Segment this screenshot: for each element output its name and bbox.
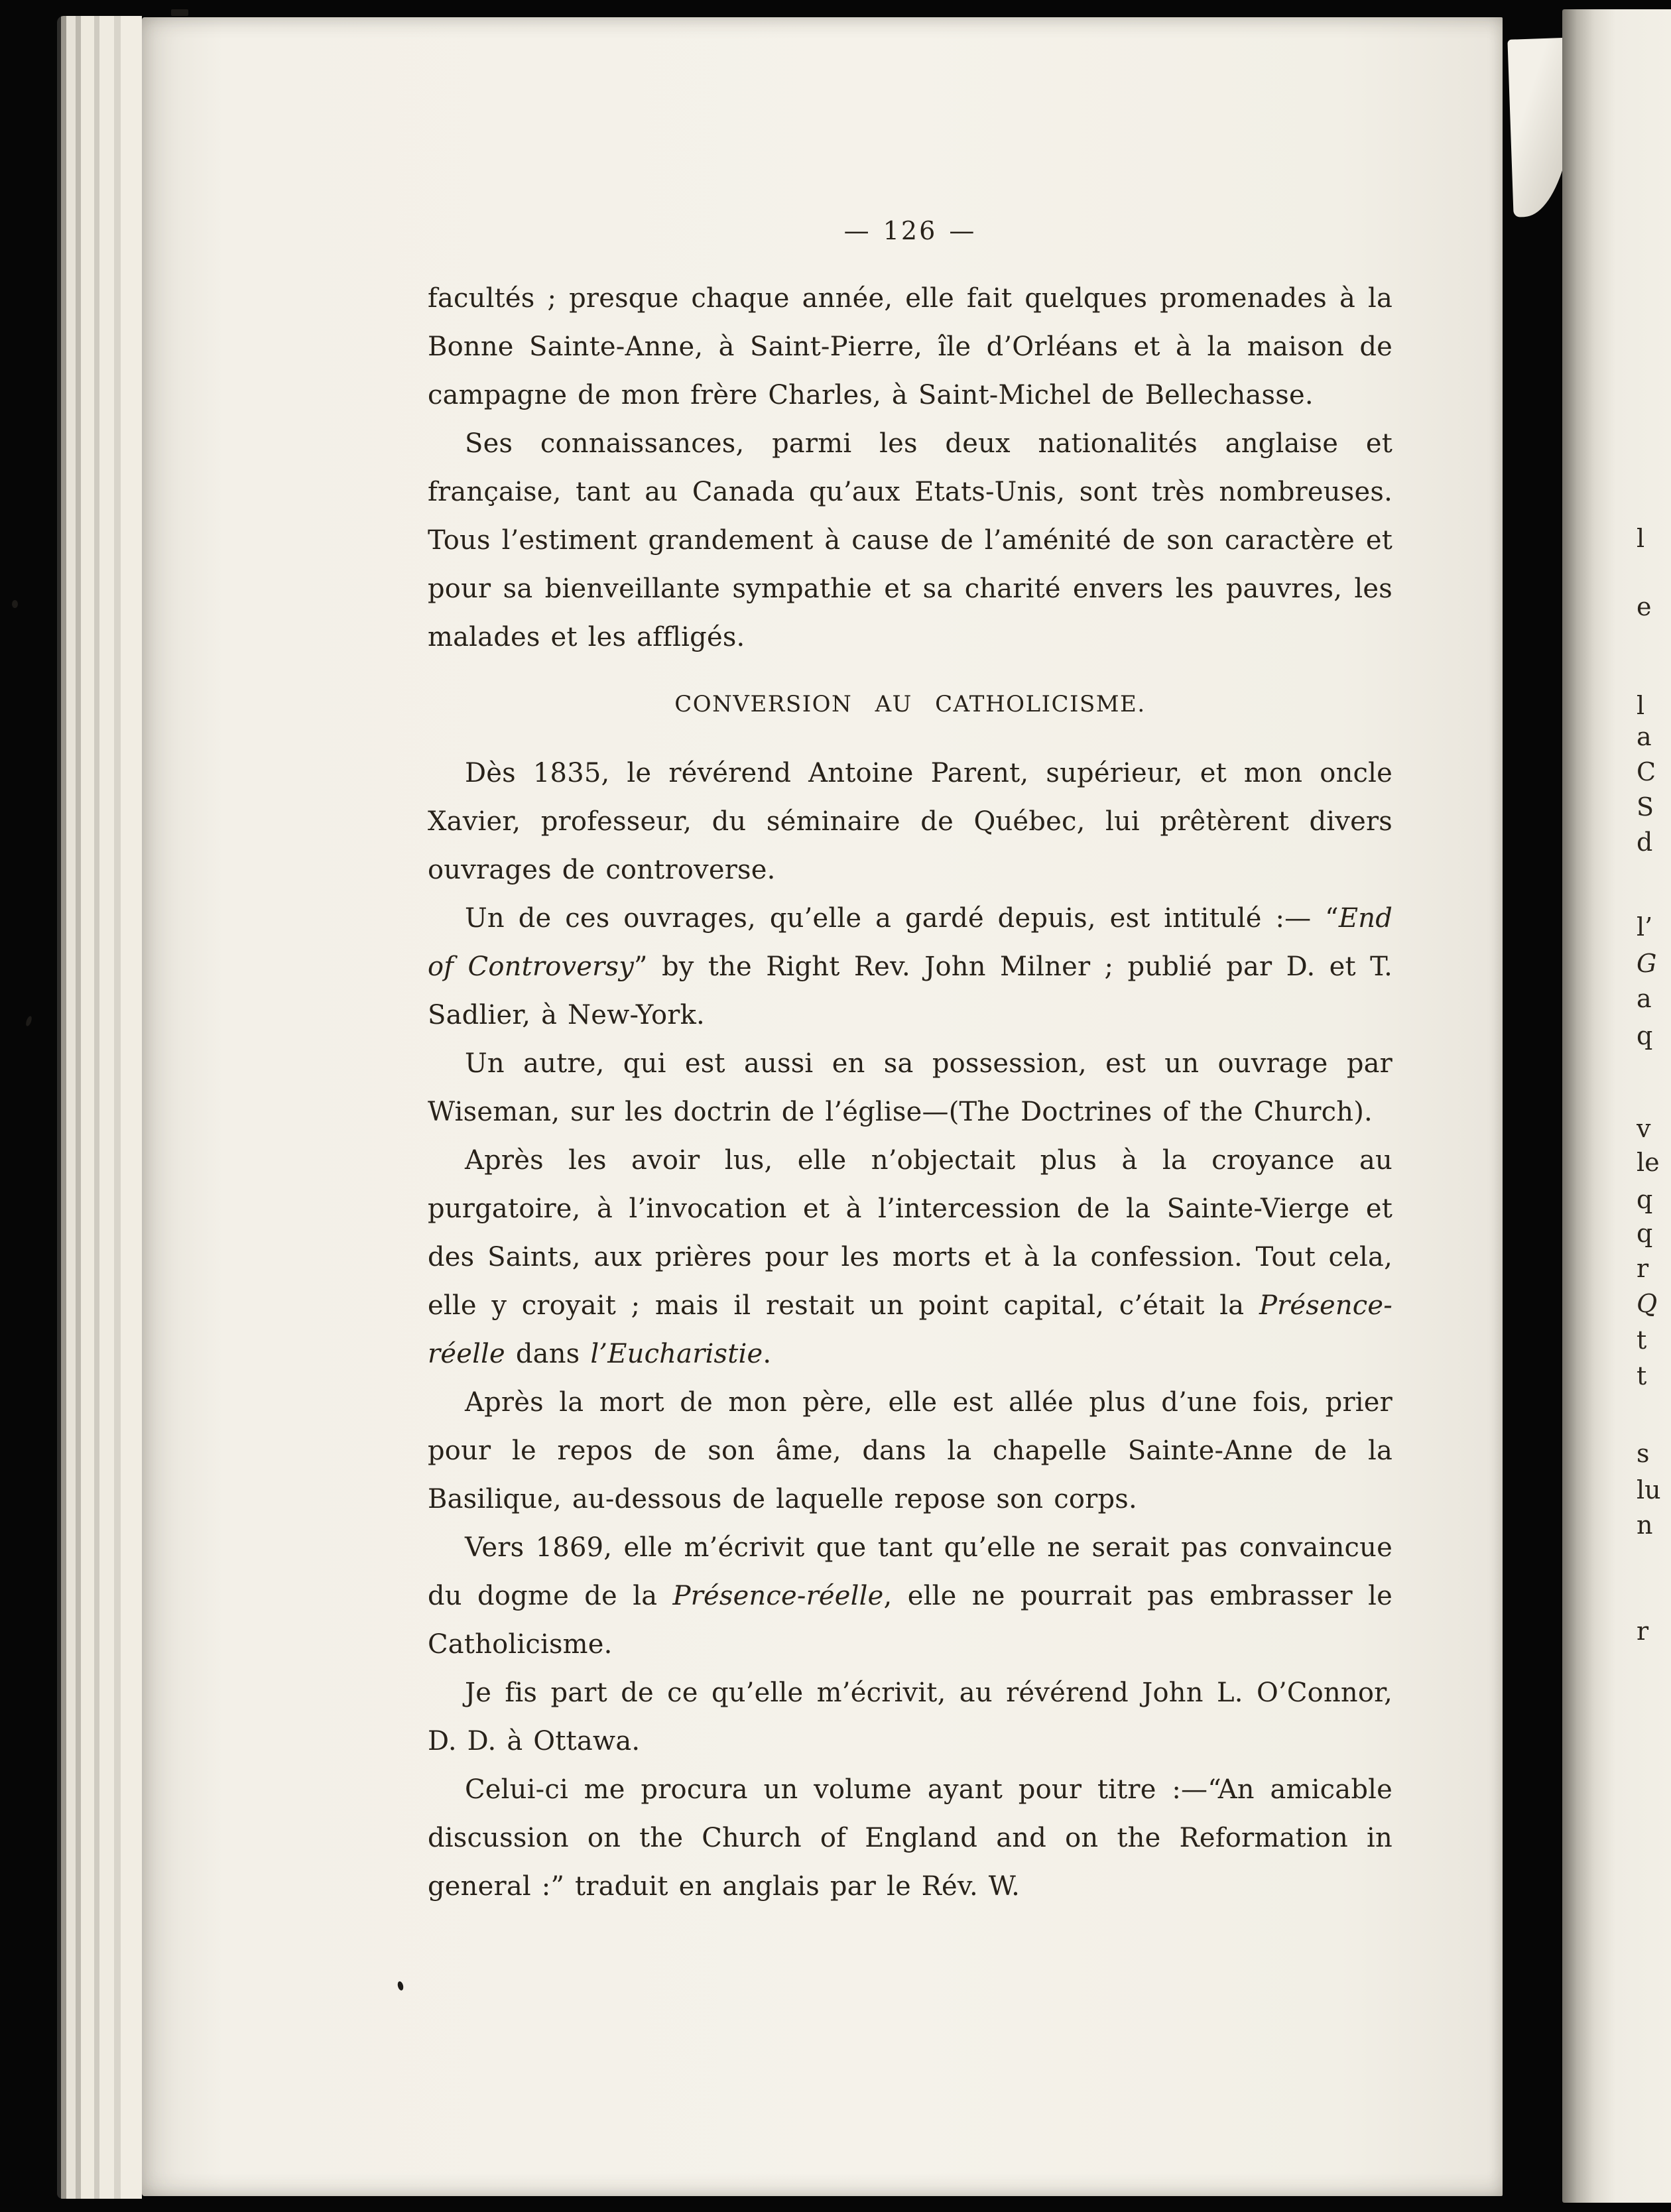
text-run: Vers 1869, elle m’écrivit que tant qu’elle ne serait pas convaincue du dogme de la — [428, 1532, 1392, 1611]
adjacent-page-text-fragment: S — [1637, 792, 1654, 822]
italic-run: l’Eucharistie — [590, 1339, 763, 1369]
adjacent-page-text-fragment: s — [1637, 1439, 1650, 1468]
text-run: Un de ces ouvrages, qu’elle a gardé depuis, est intitulé :— “ — [465, 903, 1339, 934]
adjacent-page-text-fragment: q — [1637, 1219, 1653, 1248]
paragraph — [428, 1766, 1392, 1911]
italic-run: Présence-réelle — [672, 1581, 884, 1611]
page-content — [428, 216, 1392, 1911]
adjacent-page-text-fragment: r — [1637, 1617, 1649, 1646]
text-run: Après la mort de mon père, elle est allée plus d’une fois, prier pour le repos de son âme, dans la chapelle Sainte-Anne de la Basilique, au-dessous de laquelle repose son corps. — [428, 1387, 1392, 1514]
adjacent-page-text-fragment: a — [1637, 984, 1652, 1013]
text-run: Celui-ci me procura un volume ayant pour titre :—“An amicable discussion on the Church of England and on the Reformation in general :” traduit en anglais par le Rév. W. — [428, 1774, 1392, 1902]
scan-artifact — [171, 9, 188, 16]
text-run: , elle ne pourrait pas embrasser le Catholicisme. — [428, 1581, 1392, 1660]
text-run: Dès 1835, le révérend Antoine Parent, supérieur, et mon oncle Xavier, professeur, du séminaire de Québec, lui prêtèrent divers ouvrages de controverse. — [428, 758, 1392, 885]
adjacent-page-text-fragment: n — [1637, 1510, 1653, 1540]
text-run: Ses connaissances, parmi les deux nationalités anglaise et française, tant au Canada qu’aux Etats-Unis, sont très nombreuses. Tous l’estiment grandement à cause de l’aménité de son caractère et pour sa bienveillante sympathie et sa charité envers les pauvres, les malades et les affligés. — [428, 428, 1392, 652]
adjacent-page-text-fragment: d — [1637, 828, 1653, 857]
text-run: dans — [505, 1339, 591, 1369]
scan-artifact — [12, 600, 18, 608]
adjacent-page-text-fragment: le — [1637, 1148, 1660, 1177]
text-block — [428, 275, 1392, 1911]
adjacent-page-text-fragment: Q — [1637, 1289, 1658, 1318]
text-run: Un autre, qui est aussi en sa possession, est un ouvrage par Wiseman, sur les doctrin de l’église—(The Doctrines of the Church). — [428, 1048, 1392, 1127]
adjacent-page-text-fragment: e — [1637, 592, 1652, 621]
italic-run: Présence-réelle — [428, 1290, 1392, 1369]
paragraph — [428, 1379, 1392, 1524]
adjacent-page-text-fragment: l’ — [1637, 912, 1653, 942]
adjacent-page-edge — [1562, 9, 1671, 2203]
page-stack-edges — [57, 16, 142, 2199]
paragraph — [428, 420, 1392, 662]
adjacent-page-text-fragment: l — [1637, 524, 1645, 553]
paragraph — [428, 1524, 1392, 1669]
adjacent-page-text-fragment: t — [1637, 1325, 1647, 1355]
text-run: facultés ; presque chaque année, elle fait quelques promenades à la Bonne Sainte-Anne, à Saint-Pierre, île d’Orléans et à la maison de campagne de mon frère Charles, à Saint-Michel de Bellechasse. — [428, 283, 1392, 410]
text-run: ” by the Right Rev. John Milner ; publié par D. et T. Sadlier, à New-York. — [428, 952, 1392, 1030]
section-heading: CONVERSION AU CATHOLICISME. — [674, 691, 1146, 717]
adjacent-page-text-fragment: q — [1637, 1021, 1653, 1050]
adjacent-page-text-fragment: q — [1637, 1185, 1653, 1214]
adjacent-page-text-fragment: r — [1637, 1254, 1649, 1283]
text-run: Après les avoir lus, elle n’objectait plus à la croyance au purgatoire, à l’invocation et à l’intercession de la Sainte-Vierge et des Saints, aux prières pour les morts et à la confession. Tout cela, elle y croyait ; mais il restait un point capital, c’était la — [428, 1145, 1392, 1321]
page-number: — 126 — — [843, 216, 977, 245]
paragraph — [428, 275, 1392, 420]
adjacent-page-text-fragment: a — [1637, 722, 1652, 751]
italic-run: End of Controversy — [428, 903, 1392, 982]
adjacent-page-text-fragment: v — [1637, 1114, 1651, 1143]
paragraph — [428, 1137, 1392, 1379]
adjacent-page-text-fragment: lu — [1637, 1475, 1661, 1505]
text-run: . — [763, 1339, 772, 1369]
paragraph — [428, 749, 1392, 894]
paragraph — [428, 1669, 1392, 1766]
scan-artifact — [25, 1015, 32, 1026]
paragraph — [428, 1040, 1392, 1137]
adjacent-page-text-fragment: G — [1637, 949, 1657, 978]
paragraph — [428, 894, 1392, 1040]
adjacent-page-text-fragment: t — [1637, 1361, 1647, 1390]
text-run: Je fis part de ce qu’elle m’écrivit, au révérend John L. O’Connor, D. D. à Ottawa. — [428, 1678, 1392, 1756]
adjacent-page-text-fragment: C — [1637, 757, 1656, 786]
adjacent-page-text-fragment: l — [1637, 691, 1645, 720]
